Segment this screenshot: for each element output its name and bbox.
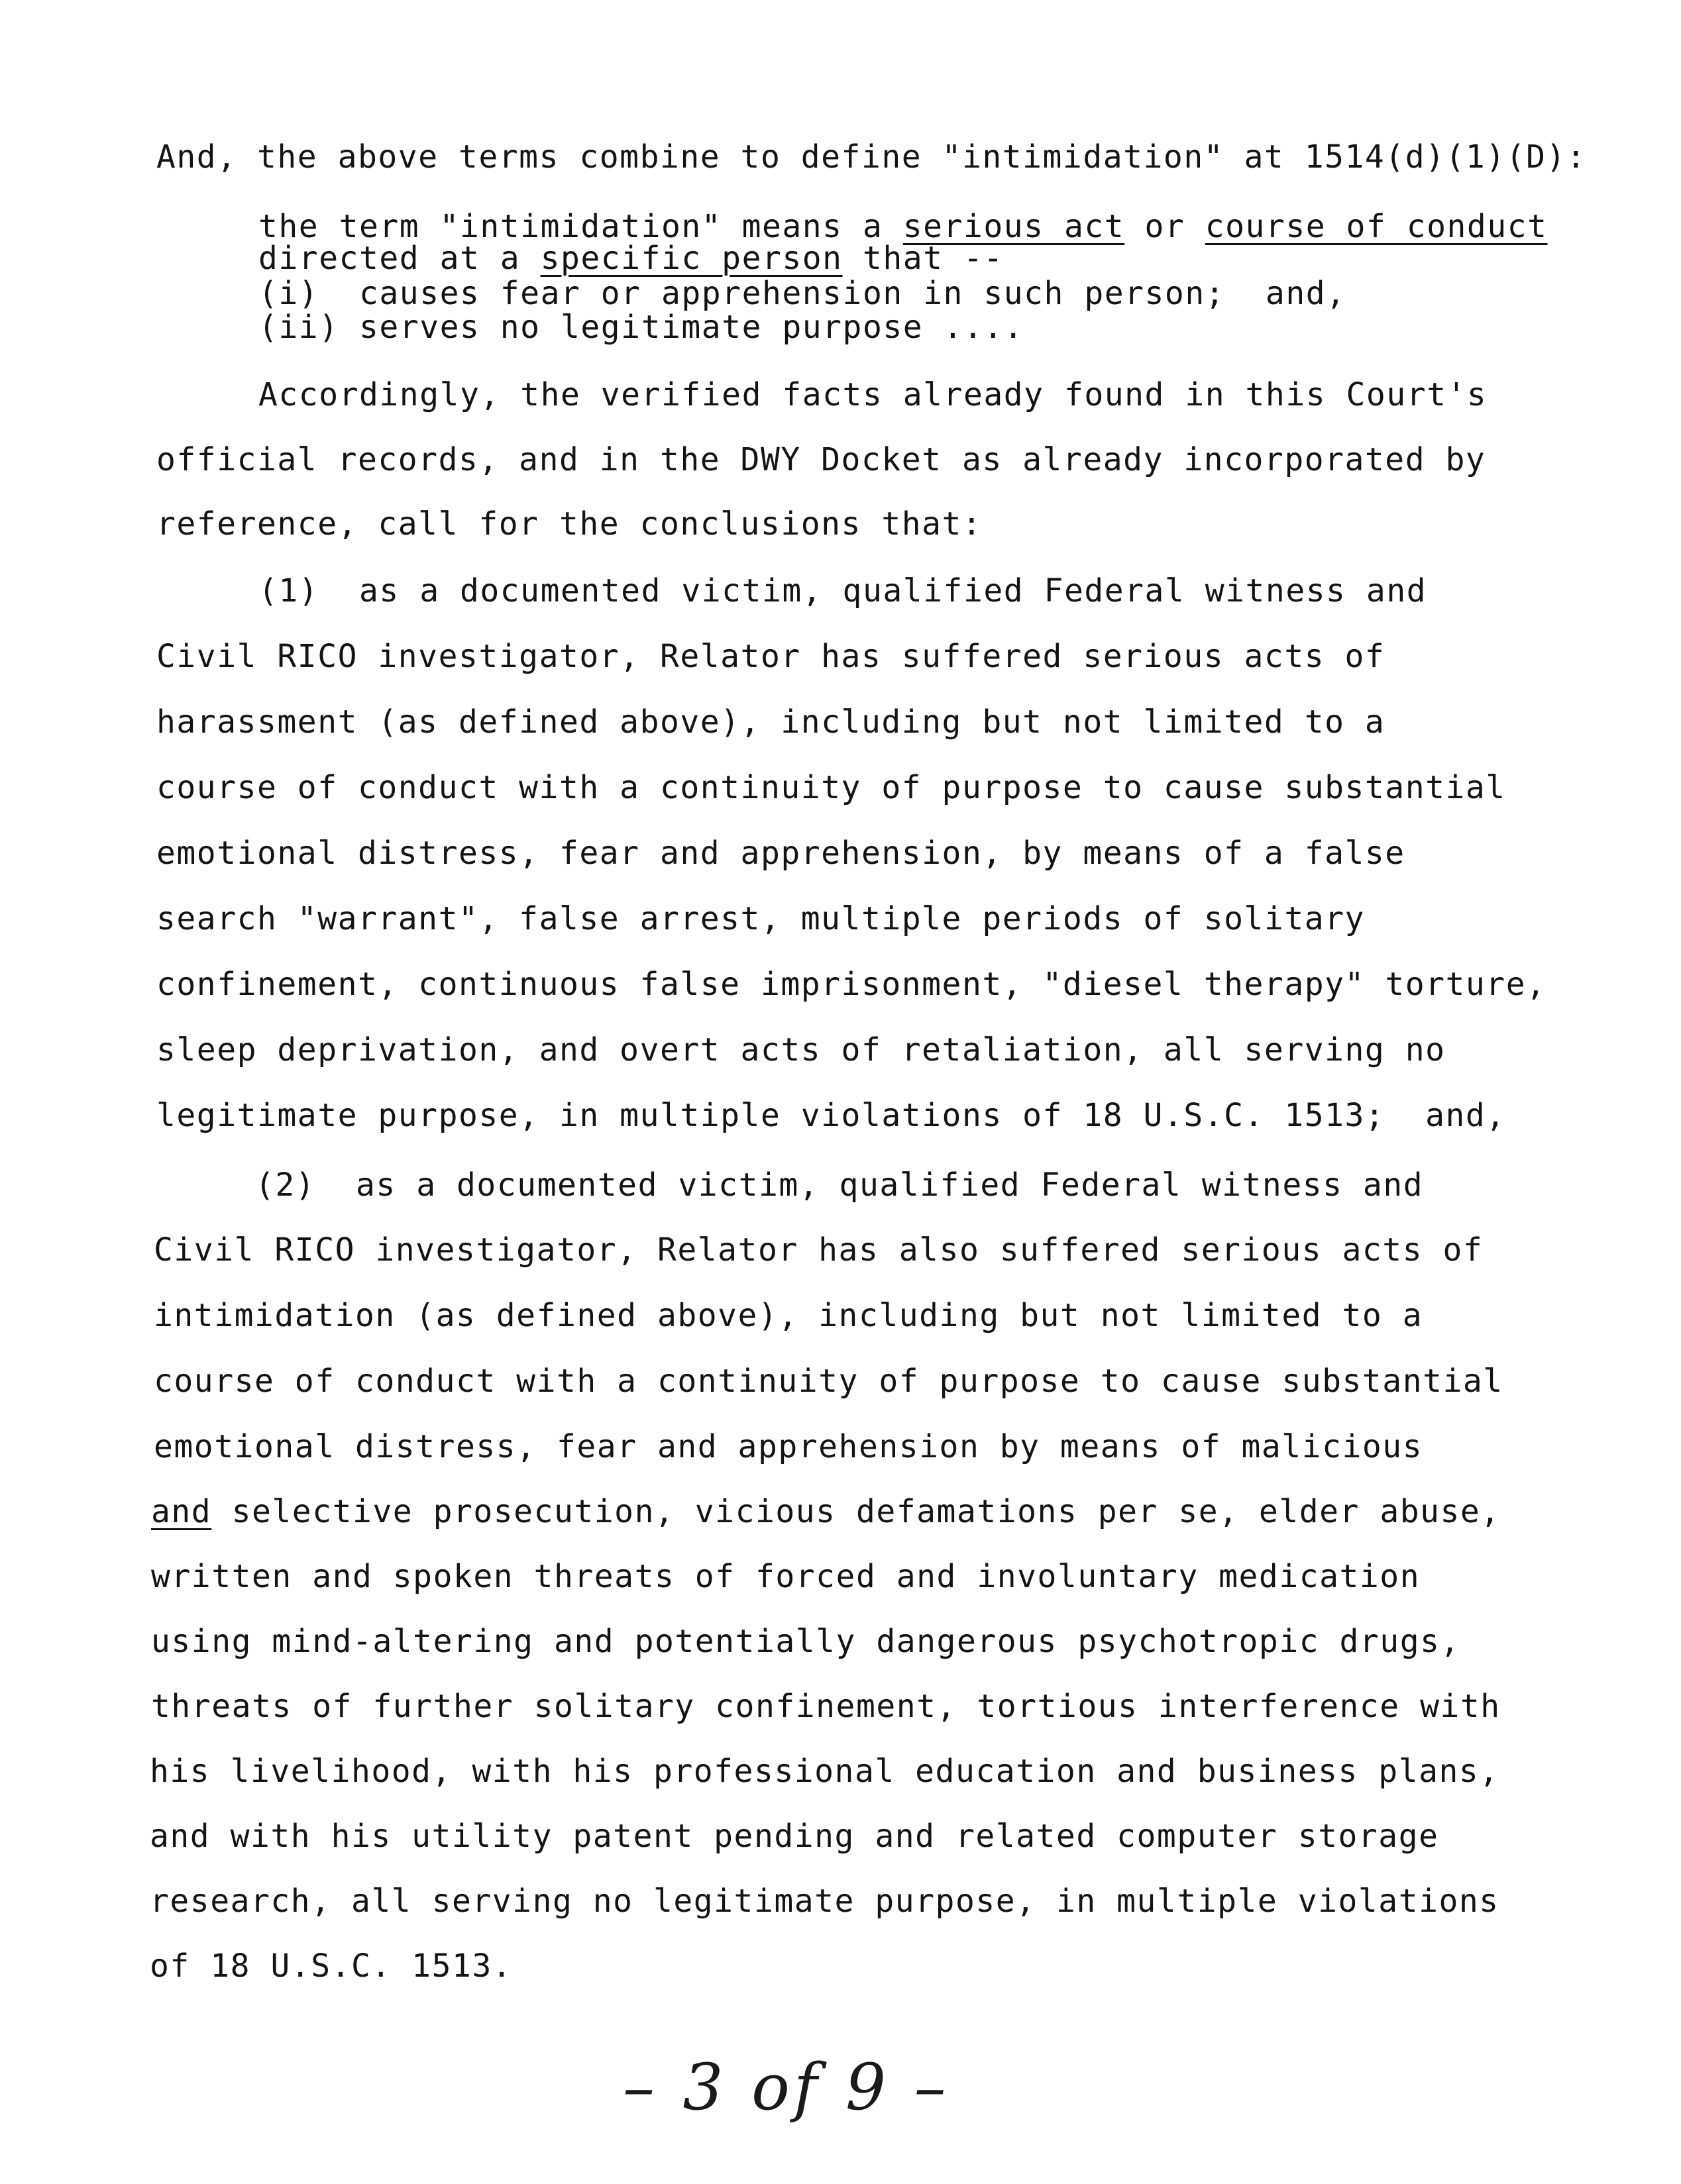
definition-line-3: (i) causes fear or apprehension in such person; and, (258, 275, 1346, 312)
text-line: official records, and in the DWY Docket as already incorporated by (156, 441, 1486, 478)
text-line: course of conduct with a continuity of purpose to cause substantial (154, 1363, 1503, 1400)
definition-text: that -- (842, 240, 1004, 277)
text-line: of 18 U.S.C. 1513. (150, 1948, 513, 1985)
text-line: course of conduct with a continuity of purpose to cause substantial (156, 769, 1506, 806)
text-line: confinement, continuous false imprisonment, "diesel therapy" torture, (156, 966, 1546, 1003)
definition-line-1 (258, 208, 1548, 245)
text-line: research, all serving no legitimate purpose, in multiple violations (150, 1883, 1499, 1920)
text-line: (1) as a documented victim, qualified Federal witness and (258, 572, 1427, 609)
text-line: harassment (as defined above), including but not limited to a (156, 703, 1385, 741)
text-line-underlined-start (151, 1493, 1501, 1530)
underlined-term: course of conduct (1205, 208, 1548, 245)
definition-text: or (1124, 208, 1205, 245)
text-line: legitimate purpose, in multiple violations of 18 U.S.C. 1513; and, (156, 1097, 1506, 1134)
text-line: Civil RICO investigator, Relator has also suffered serious acts of (154, 1231, 1484, 1269)
text-line: emotional distress, fear and apprehension, by means of a false (156, 835, 1405, 872)
text-line: Civil RICO investigator, Relator has suffered serious acts of (156, 638, 1385, 675)
page-number: – 3 of 9 – (623, 2050, 950, 2124)
text-line: intimidation (as defined above), including but not limited to a (154, 1297, 1423, 1334)
text-line: search "warrant", false arrest, multiple periods of solitary (156, 900, 1365, 937)
text-line: Accordingly, the verified facts already found in this Court's (258, 376, 1488, 413)
definition-text: directed at a (258, 240, 541, 277)
definition-line-2 (258, 240, 1004, 277)
text-line: written and spoken threats of forced and involuntary medication (151, 1558, 1421, 1595)
definition-text: the term "intimidation" means a (258, 208, 903, 245)
text-line: and with his utility patent pending and related computer storage (150, 1818, 1439, 1855)
text-line: his livelihood, with his professional education and business plans, (150, 1753, 1499, 1790)
underlined-word: and (151, 1493, 212, 1530)
text-line: reference, call for the conclusions that: (156, 505, 983, 543)
text-line: sleep deprivation, and overt acts of retaliation, all serving no (156, 1031, 1446, 1068)
underlined-term: serious act (902, 208, 1125, 245)
text-line: using mind-altering and potentially dangerous psychotropic drugs, (151, 1623, 1460, 1660)
definition-line-4: (ii) serves no legitimate purpose .... (258, 309, 1024, 346)
text-line: (2) as a documented victim, qualified Federal witness and (255, 1167, 1424, 1204)
text-line: threats of further solitary confinement, tortious interference with (151, 1688, 1501, 1725)
text-line: emotional distress, fear and apprehension by means of malicious (154, 1428, 1423, 1465)
line-rest: selective prosecution, vicious defamations per se, elder abuse, (211, 1493, 1501, 1530)
intro-line: And, the above terms combine to define "intimidation" at 1514(d)(1)(D): (156, 138, 1587, 176)
underlined-term: specific person (540, 240, 843, 277)
